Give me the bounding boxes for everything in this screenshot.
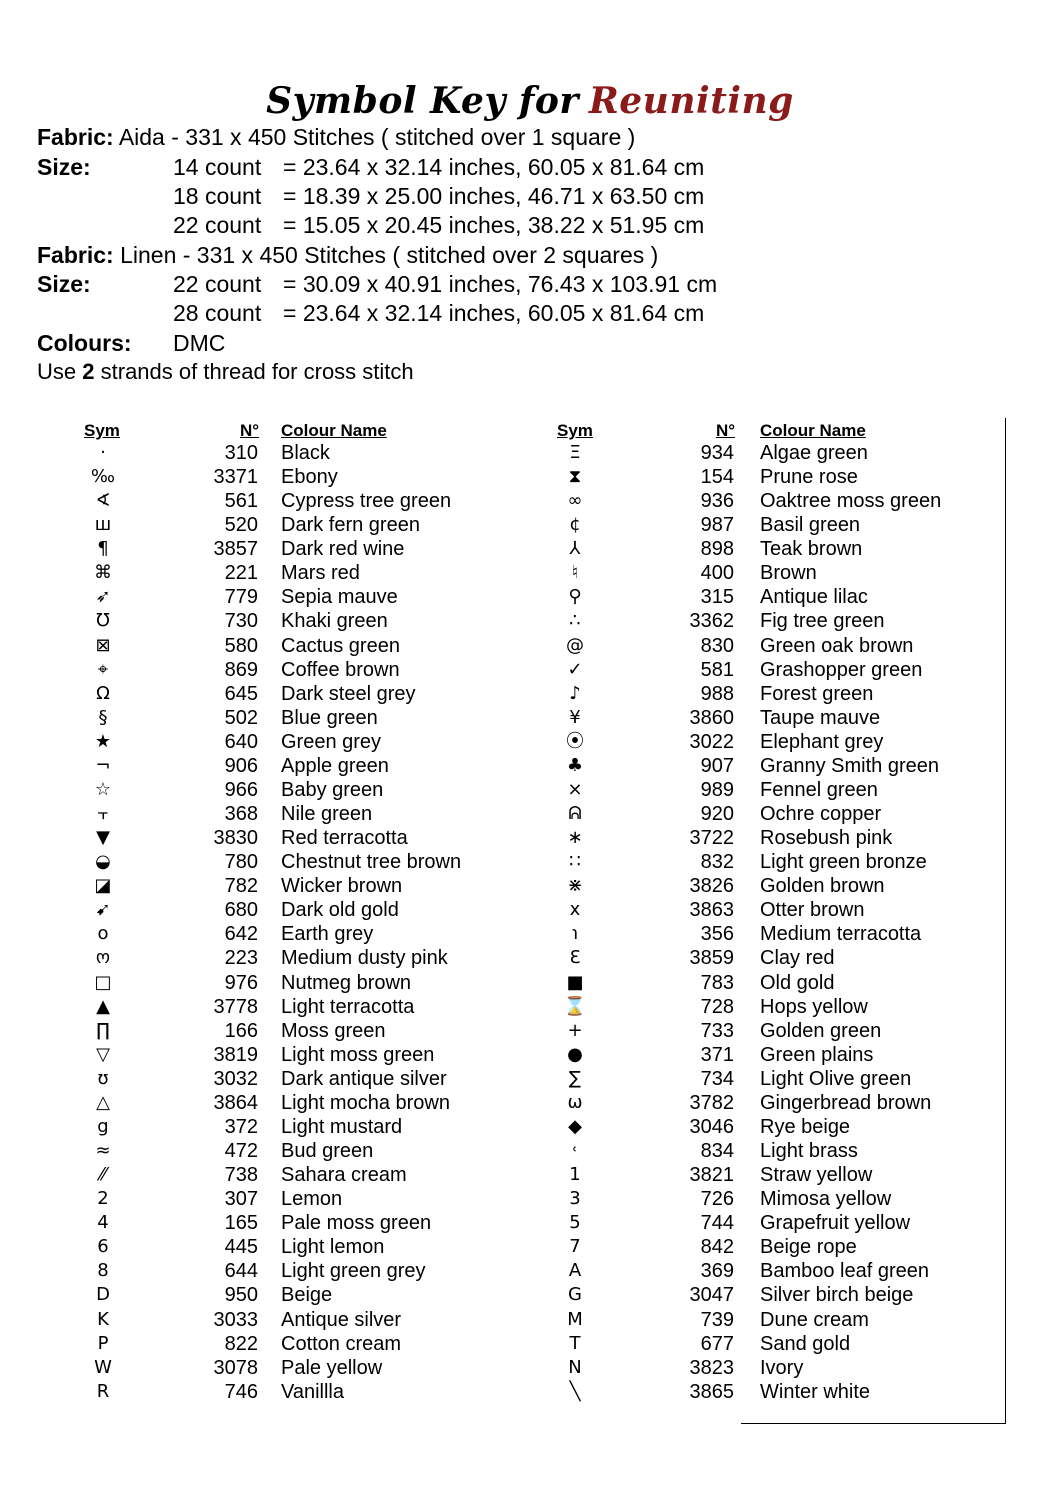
colour-name: Beige rope bbox=[760, 1236, 857, 1259]
symbol-glyph: A bbox=[568, 1260, 582, 1282]
dmc-number: 734 bbox=[700, 1067, 734, 1090]
dmc-number: 3823 bbox=[689, 1356, 734, 1379]
colour-name: Light mustard bbox=[281, 1115, 403, 1138]
colour-name: Nutmeg brown bbox=[281, 971, 412, 994]
dmc-number: 733 bbox=[700, 1019, 734, 1042]
colour-name: Sepia mauve bbox=[281, 586, 398, 609]
colour-name: Pale yellow bbox=[281, 1356, 383, 1379]
colour-name: Light brass bbox=[760, 1140, 858, 1163]
symbol-glyph: ⋇ bbox=[567, 875, 583, 897]
colour-name: Old gold bbox=[760, 971, 835, 994]
dmc-number: 472 bbox=[224, 1140, 258, 1163]
symbol-glyph: ∴ bbox=[569, 610, 581, 632]
symbol-glyph: ✓ bbox=[567, 658, 583, 680]
dmc-number: 315 bbox=[700, 586, 734, 609]
colour-name: Green plains bbox=[760, 1043, 874, 1066]
dmc-number: 3863 bbox=[689, 899, 734, 922]
dmc-number: 3371 bbox=[213, 466, 258, 489]
colour-name: Ebony bbox=[281, 466, 338, 489]
symbol-glyph: ⨯ bbox=[567, 778, 583, 800]
colour-name: Golden brown bbox=[760, 875, 885, 898]
dmc-number: 3860 bbox=[689, 706, 734, 729]
colour-name: Golden green bbox=[760, 1019, 882, 1042]
symbol-glyph: ⚲ bbox=[568, 586, 582, 608]
symbol-glyph: Ɛ bbox=[569, 947, 581, 969]
dmc-number: 3078 bbox=[213, 1356, 258, 1379]
dmc-number: 400 bbox=[700, 562, 734, 585]
colour-name: Moss green bbox=[281, 1019, 386, 1042]
symbol-glyph: ო bbox=[95, 947, 111, 969]
symbol-glyph: ¬ bbox=[95, 754, 111, 776]
colour-name: Rye beige bbox=[760, 1115, 851, 1138]
symbol-glyph: ˓ bbox=[572, 1140, 578, 1162]
dmc-number: 989 bbox=[700, 778, 734, 801]
dmc-number: 221 bbox=[224, 562, 258, 585]
symbol-glyph: + bbox=[567, 1019, 583, 1041]
dmc-number: 3826 bbox=[689, 875, 734, 898]
symbol-glyph: · bbox=[100, 442, 106, 463]
colour-name: Mars red bbox=[281, 562, 360, 585]
symbol-glyph: 6 bbox=[97, 1236, 109, 1258]
colour-name: Sand gold bbox=[760, 1332, 851, 1355]
colour-name: Teak brown bbox=[760, 538, 863, 561]
symbol-glyph: ▲ bbox=[96, 995, 110, 1017]
colour-name: Brown bbox=[760, 562, 817, 585]
dmc-number: 842 bbox=[700, 1236, 734, 1259]
symbol-glyph: ╲ bbox=[569, 1380, 581, 1402]
colour-name: Basil green bbox=[760, 514, 861, 537]
colour-name: Lemon bbox=[281, 1188, 343, 1211]
dmc-number: 782 bbox=[224, 875, 258, 898]
symbol-glyph: ¥ bbox=[569, 706, 581, 728]
symbol-glyph: ω bbox=[567, 1091, 583, 1113]
colour-name: Rosebush pink bbox=[760, 827, 893, 850]
colour-name: Chestnut tree brown bbox=[281, 851, 462, 874]
dmc-number: 3362 bbox=[689, 610, 734, 633]
dmc-number: 3022 bbox=[689, 730, 734, 753]
fabric-linen-value: Linen - 331 x 450 Stitches ( stitched over 2 squares ) bbox=[120, 242, 659, 268]
symbol-glyph: 7 bbox=[569, 1236, 581, 1258]
right-header-num: N° bbox=[716, 421, 736, 440]
size-dims: = 18.39 x 25.00 inches, 46.71 x 63.50 cm bbox=[283, 183, 705, 209]
colour-name: Otter brown bbox=[760, 899, 865, 922]
symbol-glyph: ʊ bbox=[97, 1067, 109, 1089]
left-header-sym: Sym bbox=[84, 421, 120, 440]
table-border-bottom bbox=[741, 1423, 1006, 1424]
dmc-number: 645 bbox=[224, 682, 258, 705]
colour-name: Dark fern green bbox=[281, 514, 420, 537]
size-label: Size: bbox=[37, 271, 91, 297]
dmc-number: 3046 bbox=[689, 1115, 734, 1138]
colour-name: Oaktree moss green bbox=[760, 490, 942, 513]
symbol-glyph: ♮ bbox=[571, 562, 579, 584]
colour-name: Elephant grey bbox=[760, 730, 884, 753]
dmc-number: 680 bbox=[224, 899, 258, 922]
dmc-number: 966 bbox=[224, 778, 258, 801]
symbol-glyph: ▼ bbox=[96, 827, 110, 849]
symbol-glyph: ¶ bbox=[97, 538, 109, 560]
colours-line bbox=[37, 330, 226, 357]
colour-name: Light mocha brown bbox=[281, 1091, 450, 1114]
colour-name: Coffee brown bbox=[281, 658, 400, 681]
symbol-glyph: ⁄⁄ bbox=[99, 1164, 106, 1186]
size-count: 28 count bbox=[173, 300, 262, 326]
strands-note bbox=[37, 359, 414, 385]
dmc-number: 834 bbox=[700, 1140, 734, 1163]
colour-name: Fennel green bbox=[760, 778, 878, 801]
dmc-number: 580 bbox=[224, 634, 258, 657]
dmc-number: 3830 bbox=[213, 827, 258, 850]
symbol-glyph: @ bbox=[566, 634, 584, 656]
colour-name: Ochre copper bbox=[760, 803, 882, 826]
symbol-glyph: § bbox=[98, 706, 108, 728]
colour-name: Forest green bbox=[760, 682, 874, 705]
symbol-glyph: ⧗ bbox=[568, 466, 582, 488]
symbol-glyph: Ω bbox=[96, 682, 110, 704]
colour-name: Medium terracotta bbox=[760, 923, 922, 946]
dmc-number: 3722 bbox=[689, 827, 734, 850]
symbol-glyph: ∗ bbox=[567, 827, 583, 849]
symbol-glyph: ш bbox=[94, 514, 112, 536]
symbol-glyph: ◆ bbox=[568, 1115, 582, 1137]
colour-name: Hops yellow bbox=[760, 995, 868, 1018]
colour-name: Vanillla bbox=[281, 1380, 344, 1403]
colour-name: Blue green bbox=[281, 706, 378, 729]
symbol-glyph: ➶ bbox=[95, 586, 111, 608]
colour-name: Ivory bbox=[760, 1356, 804, 1379]
dmc-number: 822 bbox=[224, 1332, 258, 1355]
symbol-glyph: ∢ bbox=[95, 490, 111, 512]
symbol-glyph: ◒ bbox=[95, 851, 111, 873]
dmc-number: 987 bbox=[700, 514, 734, 537]
colour-name: Apple green bbox=[281, 754, 389, 777]
symbol-glyph: Ξ bbox=[569, 442, 581, 463]
symbol-glyph: ⅄ bbox=[569, 538, 581, 560]
colour-name: Pale moss green bbox=[281, 1212, 432, 1235]
colour-name: Gingerbread brown bbox=[760, 1091, 932, 1114]
symbol-glyph: ⊠ bbox=[95, 634, 111, 656]
dmc-number: 368 bbox=[224, 803, 258, 826]
symbol-glyph: G bbox=[568, 1284, 582, 1306]
dmc-number: 310 bbox=[224, 442, 258, 464]
colour-name: Antique lilac bbox=[760, 586, 868, 609]
dmc-number: 3047 bbox=[689, 1284, 734, 1307]
size-dims: = 30.09 x 40.91 inches, 76.43 x 103.91 cm bbox=[283, 271, 718, 297]
colour-name: Baby green bbox=[281, 778, 384, 801]
dmc-number: 988 bbox=[700, 682, 734, 705]
dmc-number: 738 bbox=[224, 1164, 258, 1187]
dmc-number: 832 bbox=[700, 851, 734, 874]
symbol-glyph: R bbox=[96, 1380, 110, 1402]
symbol-glyph: T bbox=[569, 1332, 581, 1354]
colour-name: Earth grey bbox=[281, 923, 374, 946]
colour-name: Black bbox=[281, 442, 330, 464]
left-header-name: Colour Name bbox=[281, 421, 387, 440]
dmc-number: 3819 bbox=[213, 1043, 258, 1066]
symbol-glyph: ★ bbox=[94, 730, 112, 752]
colour-name: Khaki green bbox=[281, 610, 388, 633]
dmc-number: 907 bbox=[700, 754, 734, 777]
aida-size-line bbox=[37, 154, 705, 181]
size-count: 22 count bbox=[173, 212, 262, 238]
dmc-number: 898 bbox=[700, 538, 734, 561]
colour-name: Straw yellow bbox=[760, 1164, 873, 1187]
dmc-number: 830 bbox=[700, 634, 734, 657]
colour-name: Grapefruit yellow bbox=[760, 1212, 911, 1235]
colour-name: Clay red bbox=[760, 947, 835, 970]
dmc-number: 3821 bbox=[689, 1164, 734, 1187]
symbol-glyph: ▽ bbox=[96, 1043, 110, 1065]
fabric-label: Fabric: bbox=[37, 124, 114, 150]
symbol-glyph: ¢ bbox=[569, 514, 581, 536]
symbol-glyph: 1 bbox=[569, 1164, 581, 1186]
dmc-number: 369 bbox=[700, 1260, 734, 1283]
fabric-label: Fabric: bbox=[37, 242, 114, 268]
dmc-number: 744 bbox=[700, 1212, 734, 1235]
symbol-glyph: ℩ bbox=[571, 923, 579, 945]
colour-name: Dark steel grey bbox=[281, 682, 416, 705]
symbol-glyph: ⌛ bbox=[563, 995, 587, 1017]
colour-name: Bamboo leaf green bbox=[760, 1260, 930, 1283]
symbol-glyph: x bbox=[569, 899, 581, 921]
colour-name: Bud green bbox=[281, 1140, 374, 1163]
title-prefix: Symbol Key for bbox=[266, 80, 579, 122]
dmc-number: 3782 bbox=[689, 1091, 734, 1114]
dmc-number: 780 bbox=[224, 851, 258, 874]
colour-name: Green grey bbox=[281, 730, 382, 753]
symbol-glyph: □ bbox=[94, 971, 112, 993]
dmc-number: 165 bbox=[224, 1212, 258, 1235]
symbol-glyph: ∞ bbox=[567, 490, 583, 512]
symbol-glyph: ⫟ bbox=[97, 803, 109, 825]
size-label: Size: bbox=[37, 154, 91, 180]
colour-name: Cypress tree green bbox=[281, 490, 452, 513]
colour-name: Nile green bbox=[281, 803, 373, 826]
symbol-glyph: ∷ bbox=[569, 851, 581, 873]
symbol-glyph: D bbox=[96, 1284, 110, 1306]
dmc-number: 640 bbox=[224, 730, 258, 753]
dmc-number: 779 bbox=[224, 586, 258, 609]
symbol-glyph: ‰ bbox=[90, 466, 116, 488]
symbol-glyph: △ bbox=[96, 1091, 110, 1113]
symbol-glyph: ■ bbox=[566, 971, 584, 993]
colour-name: Light Olive green bbox=[760, 1067, 912, 1090]
size-count: 18 count bbox=[173, 183, 262, 209]
dmc-number: 936 bbox=[700, 490, 734, 513]
colour-name: Prune rose bbox=[760, 466, 858, 489]
symbol-glyph: g bbox=[97, 1115, 109, 1137]
title-pattern-name: Reuniting bbox=[588, 80, 794, 122]
right-header-sym: Sym bbox=[557, 421, 593, 440]
symbol-glyph: ᕱ bbox=[568, 803, 582, 825]
colour-name: Dark antique silver bbox=[281, 1067, 447, 1090]
colour-name: Fig tree green bbox=[760, 610, 885, 633]
dmc-number: 356 bbox=[700, 923, 734, 946]
colour-name: Taupe mauve bbox=[760, 706, 881, 729]
colour-name: Granny Smith green bbox=[760, 754, 939, 777]
colour-name: Green oak brown bbox=[760, 634, 914, 657]
dmc-number: 934 bbox=[700, 442, 734, 464]
symbol-glyph: ℧ bbox=[96, 610, 110, 632]
symbol-glyph: o bbox=[97, 923, 109, 945]
dmc-number: 3857 bbox=[213, 538, 258, 561]
symbol-glyph: ⌘ bbox=[94, 562, 112, 584]
dmc-number: 746 bbox=[224, 1380, 258, 1403]
symbol-glyph: ♪ bbox=[569, 682, 581, 704]
symbol-glyph: N bbox=[568, 1356, 582, 1378]
colour-name: Cotton cream bbox=[281, 1332, 402, 1355]
dmc-number: 976 bbox=[224, 971, 258, 994]
fabric-aida-value: Aida - 331 x 450 Stitches ( stitched over 1 square ) bbox=[118, 124, 636, 150]
colour-name: Light lemon bbox=[281, 1236, 385, 1259]
colour-name: Grashopper green bbox=[760, 658, 923, 681]
dmc-number: 869 bbox=[224, 658, 258, 681]
symbol-glyph: ♣ bbox=[566, 754, 584, 776]
symbol-glyph: 4 bbox=[97, 1212, 109, 1234]
colour-name: Dark old gold bbox=[281, 899, 399, 922]
page-title bbox=[0, 80, 1060, 122]
dmc-number: 371 bbox=[700, 1043, 734, 1066]
symbol-glyph: ➹ bbox=[95, 899, 111, 921]
dmc-number: 307 bbox=[224, 1188, 258, 1211]
dmc-number: 906 bbox=[224, 754, 258, 777]
symbol-glyph: ∑ bbox=[568, 1067, 582, 1089]
colour-name: Algae green bbox=[760, 442, 868, 464]
size-dims: = 23.64 x 32.14 inches, 60.05 x 81.64 cm bbox=[283, 154, 705, 180]
colour-name: Medium dusty pink bbox=[281, 947, 448, 970]
symbol-glyph: 8 bbox=[97, 1260, 109, 1282]
symbol-glyph: ◪ bbox=[94, 875, 112, 897]
dmc-number: 730 bbox=[224, 610, 258, 633]
dmc-number: 372 bbox=[224, 1115, 258, 1138]
dmc-number: 3032 bbox=[213, 1067, 258, 1090]
strands-count: 2 bbox=[82, 359, 95, 384]
fabric-linen-line bbox=[37, 242, 658, 269]
symbol-glyph: 3 bbox=[569, 1188, 581, 1210]
dmc-number: 3033 bbox=[213, 1308, 258, 1331]
dmc-number: 166 bbox=[224, 1019, 258, 1042]
dmc-number: 677 bbox=[700, 1332, 734, 1355]
dmc-number: 502 bbox=[224, 706, 258, 729]
dmc-number: 3864 bbox=[213, 1091, 258, 1114]
symbol-glyph: 2 bbox=[97, 1188, 109, 1210]
dmc-number: 445 bbox=[224, 1236, 258, 1259]
symbol-glyph: W bbox=[94, 1356, 112, 1378]
dmc-number: 520 bbox=[224, 514, 258, 537]
symbol-glyph: ∏ bbox=[96, 1019, 110, 1041]
colour-name: Light moss green bbox=[281, 1043, 435, 1066]
colour-name: Mimosa yellow bbox=[760, 1188, 892, 1211]
fabric-aida-line bbox=[37, 124, 635, 151]
dmc-number: 728 bbox=[700, 995, 734, 1018]
colour-name: Light green grey bbox=[281, 1260, 426, 1283]
colour-name: Light green bronze bbox=[760, 851, 927, 874]
dmc-number: 3859 bbox=[689, 947, 734, 970]
colour-name: Red terracotta bbox=[281, 827, 408, 850]
dmc-number: 783 bbox=[700, 971, 734, 994]
dmc-number: 561 bbox=[224, 490, 258, 513]
colours-label: Colours: bbox=[37, 330, 132, 356]
colour-name: Light terracotta bbox=[281, 995, 415, 1018]
symbol-glyph: ⌖ bbox=[97, 658, 109, 680]
table-border-right bbox=[1005, 418, 1006, 1424]
dmc-number: 3778 bbox=[213, 995, 258, 1018]
colour-name: Antique silver bbox=[281, 1308, 402, 1331]
symbol-glyph: ● bbox=[567, 1043, 583, 1065]
dmc-number: 920 bbox=[700, 803, 734, 826]
size-dims: = 15.05 x 20.45 inches, 38.22 x 51.95 cm bbox=[283, 212, 705, 238]
dmc-number: 642 bbox=[224, 923, 258, 946]
colour-name: Dune cream bbox=[760, 1308, 869, 1331]
right-header-name: Colour Name bbox=[760, 421, 866, 440]
dmc-number: 223 bbox=[224, 947, 258, 970]
colour-name: Winter white bbox=[760, 1380, 871, 1403]
colour-name: Silver birch beige bbox=[760, 1284, 914, 1307]
size-dims: = 23.64 x 32.14 inches, 60.05 x 81.64 cm bbox=[283, 300, 705, 326]
symbol-glyph: M bbox=[567, 1308, 583, 1330]
dmc-number: 950 bbox=[224, 1284, 258, 1307]
dmc-number: 3865 bbox=[689, 1380, 734, 1403]
dmc-number: 739 bbox=[700, 1308, 734, 1331]
symbol-glyph: K bbox=[97, 1308, 109, 1330]
colour-name: Cactus green bbox=[281, 634, 400, 657]
dmc-number: 726 bbox=[700, 1188, 734, 1211]
symbol-glyph: ⦿ bbox=[566, 730, 584, 752]
colour-name: Wicker brown bbox=[281, 875, 403, 898]
left-header-num: N° bbox=[240, 421, 260, 440]
colours-value: DMC bbox=[173, 330, 226, 356]
strands-pre: Use bbox=[37, 359, 77, 384]
symbol-glyph: ☆ bbox=[94, 778, 112, 800]
dmc-number: 644 bbox=[224, 1260, 258, 1283]
dmc-number: 154 bbox=[700, 466, 734, 489]
colour-name: Dark red wine bbox=[281, 538, 405, 561]
dmc-number: 581 bbox=[700, 658, 734, 681]
linen-size-line bbox=[37, 271, 718, 298]
symbol-glyph: 5 bbox=[569, 1212, 581, 1234]
strands-post: strands of thread for cross stitch bbox=[100, 359, 414, 384]
colour-name: Sahara cream bbox=[281, 1164, 407, 1187]
size-count: 14 count bbox=[173, 154, 262, 180]
symbol-glyph: P bbox=[97, 1332, 109, 1354]
colour-name: Beige bbox=[281, 1284, 333, 1307]
symbol-glyph: ≈ bbox=[95, 1140, 111, 1162]
size-count: 22 count bbox=[173, 271, 262, 297]
